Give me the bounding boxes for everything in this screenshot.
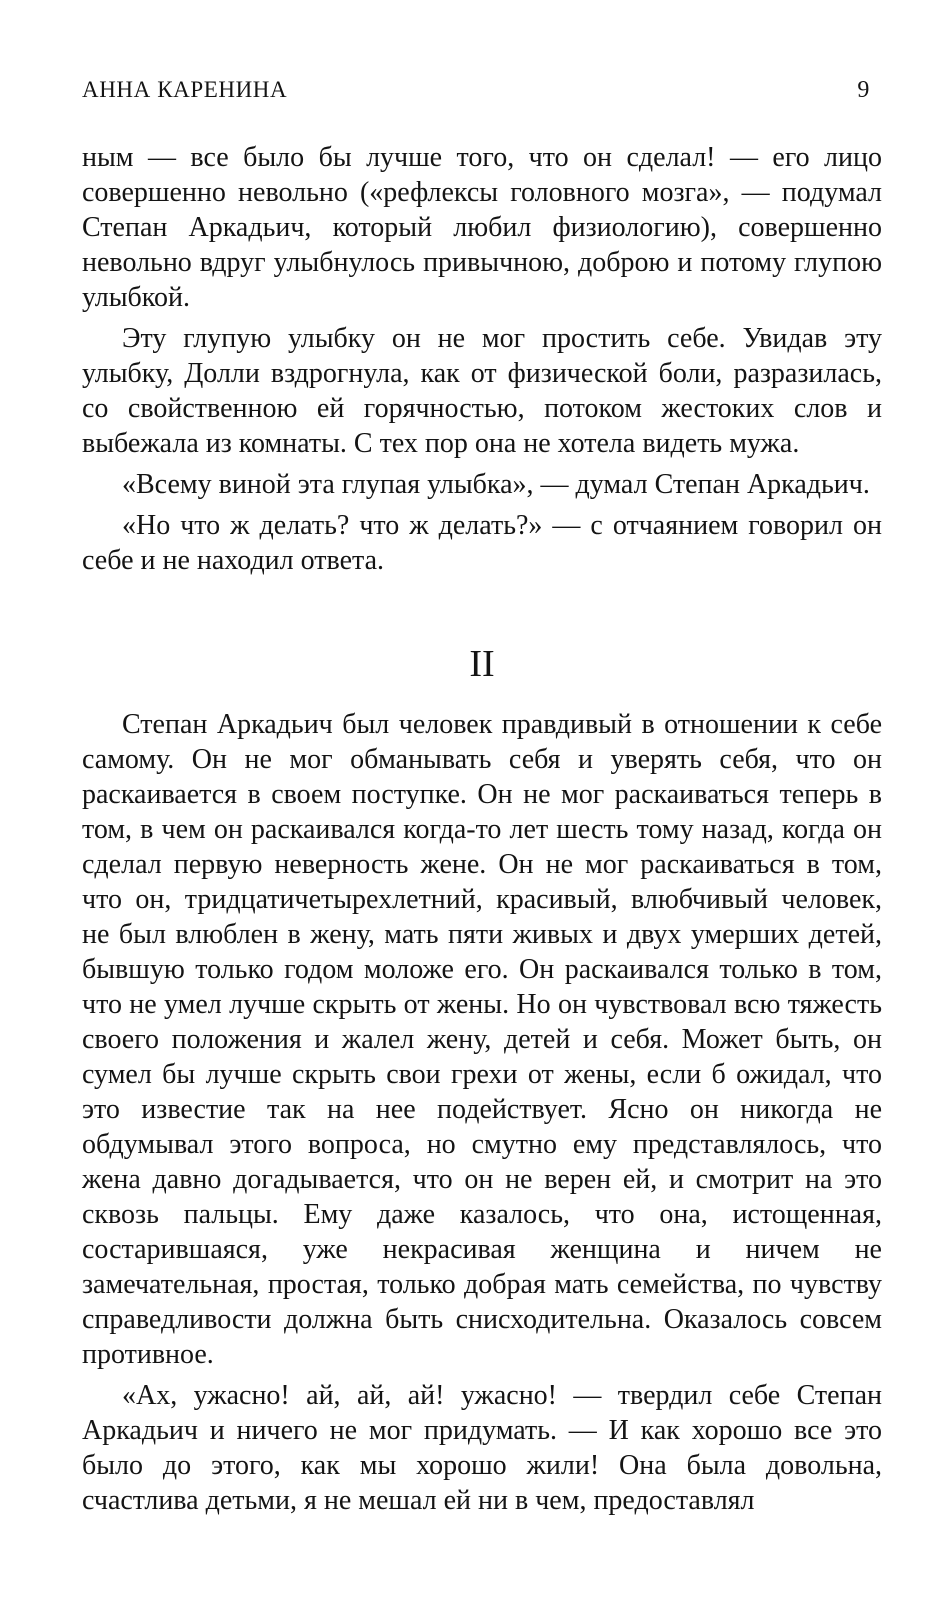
paragraph: Эту глупую улыбку он не мог простить себе. Увидав эту улыбку, Долли вздрогнула, как от физической боли, разразилась, со свойственною ей горячностью, потоком жестоких слов и выбежала из комнаты. С тех пор она не хотела видеть мужа. <box>82 323 882 459</box>
paragraph: «Но что ж делать? что ж делать?» — с отчаянием говорил он себе и не находил ответа. <box>82 510 882 576</box>
paragraph: ным — все было бы лучше того, что он сделал! — его лицо совершенно невольно («рефлексы головного мозга», — подумал Степан Аркадьич, который любил физиологию), совершенно невольно вдруг улыбнулось привычною, доброю и потому глупою улыбкой. <box>82 142 882 313</box>
text-section-one <box>82 140 882 578</box>
paragraph: Степан Аркадьич был человек правдивый в отношении к себе самому. Он не мог обманывать себя и уверять себя, что он раскаивается в своем поступке. Он не мог раскаиваться теперь в том, в чем он раскаивался когда-то лет шесть тому назад, когда он сделал первую неверность жене. Он не мог раскаиваться в том, что он, тридцатичетырехлетний, красивый, влюбчивый человек, не был влюблен в жену, мать пяти живых и двух умерших детей, бывшую только годом моложе его. Он раскаивался только в том, что не умел лучше скрыть от жены. Но он чувствовал всю тяжесть своего положения и жалел жену, детей и себя. Может быть, он сумел бы лучше скрыть свои грехи от жены, если б ожидал, что это известие так на нее подействует. Ясно он никогда не обдумывал этого вопроса, но смутно ему представлялось, что жена давно догадывается, что он не верен ей, и смотрит на это сквозь пальцы. Ему даже казалось, что она, истощенная, состарившаяся, уже некрасивая женщина и ничем не замечательная, простая, только добрая мать семейства, по чувству справедливости должна быть снисходительна. Оказалось совсем противное. <box>82 709 882 1370</box>
book-page <box>82 0 882 1600</box>
text-section-two <box>82 707 882 1518</box>
paragraph: «Всему виной эта глупая улыбка», — думал Степан Аркадьич. <box>122 469 870 500</box>
running-header <box>82 77 882 107</box>
chapter-heading: II <box>469 643 495 685</box>
running-title: АННА КАРЕНИНА <box>82 77 288 102</box>
paragraph: «Ах, ужасно! ай, ай, ай! ужасно! — твердил себе Степан Аркадьич и ничего не мог придумать. — И как хорошо все это было до этого, как мы хорошо жили! Она была довольна, счастлива детьми, я не мешал ей ни в чем, предоставлял <box>82 1380 882 1516</box>
page-number: 9 <box>857 77 870 103</box>
